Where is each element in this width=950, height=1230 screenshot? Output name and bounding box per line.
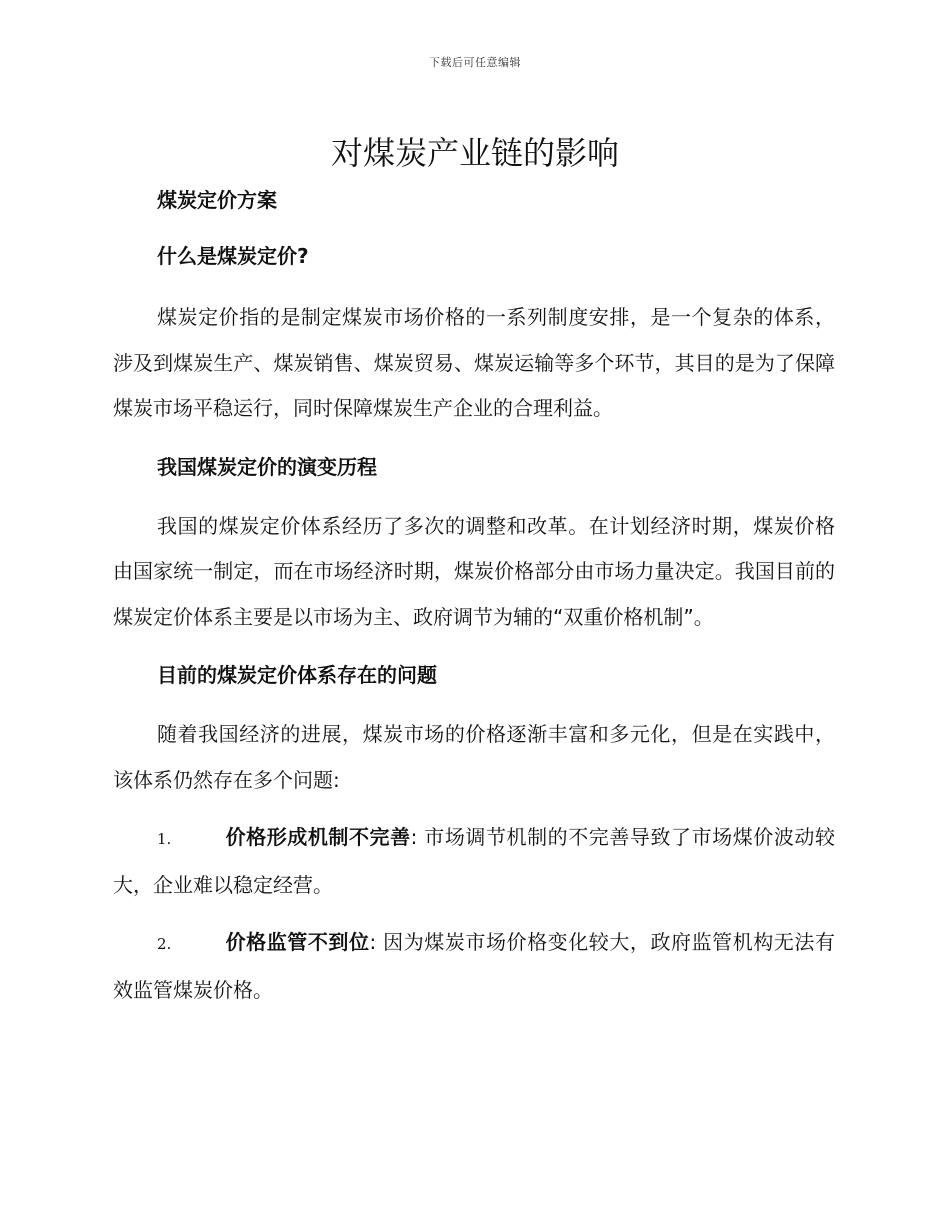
section-heading-problems: 目前的煤炭定价体系存在的问题 <box>157 663 437 687</box>
section-heading-main: 煤炭定价方案 <box>157 188 277 212</box>
list-item-text: : 因为煤炭市场价格变化较大，政府监管机构无法有效监管煤炭价格。 <box>113 930 835 1002</box>
paragraph-problems: 随着我国经济的进展，煤炭市场的价格逐渐丰富和多元化，但是在实践中，该体系仍然存在多个问题: <box>113 722 835 792</box>
list-item-title: 价格监管不到位 <box>225 930 370 954</box>
list-item-text: : 市场调节机制的不完善导致了市场煤价波动较大，企业难以稳定经营。 <box>113 825 835 897</box>
document-title: 对煤炭产业链的影响 <box>330 134 619 172</box>
paragraph-history: 我国的煤炭定价体系经历了多次的调整和改革。在计划经济时期，煤炭价格由国家统一制定，而在市场经济时期，煤炭价格部分由市场力量决定。我国目前的煤炭定价体系主要是以市场为主、政府调节为辅的“双重价格机制”。 <box>113 513 835 629</box>
document-body <box>113 183 835 1013</box>
section-heading-what: 什么是煤炭定价? <box>157 244 309 268</box>
header-note: 下载后可任意编辑 <box>429 56 521 69</box>
list-number: 2. <box>157 935 172 953</box>
list-item <box>113 815 835 908</box>
paragraph-what: 煤炭定价指的是制定煤炭市场价格的一系列制度安排，是一个复杂的体系，涉及到煤炭生产、煤炭销售、煤炭贸易、煤炭运输等多个环节，其目的是为了保障煤炭市场平稳运行，同时保障煤炭生产企业的合理利益。 <box>113 305 835 420</box>
list-number: 1. <box>157 830 172 848</box>
list-item-title: 价格形成机制不完善 <box>225 825 411 849</box>
section-heading-history: 我国煤炭定价的演变历程 <box>157 454 377 479</box>
list-item <box>113 920 835 1013</box>
